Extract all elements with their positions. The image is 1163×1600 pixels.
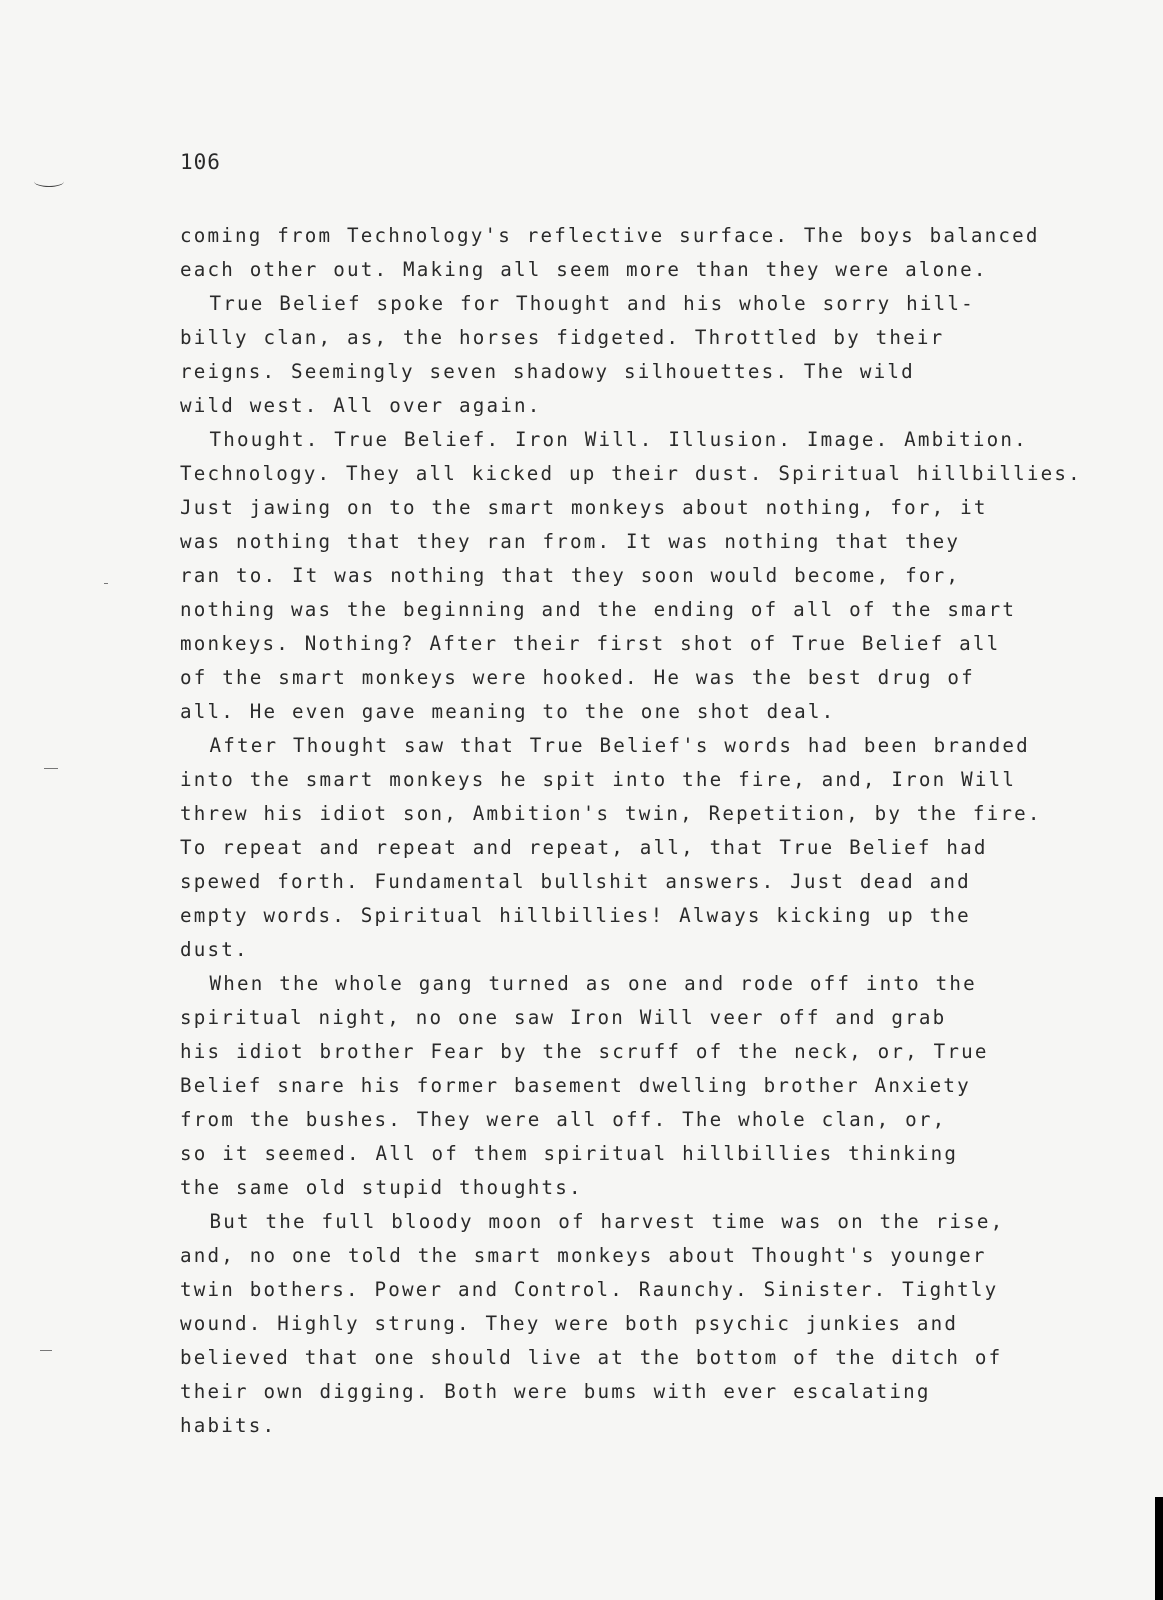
text-line: To repeat and repeat and repeat, all, that True Belief had <box>180 836 988 859</box>
text-line: nothing was the beginning and the ending of all of the smart <box>180 598 1017 621</box>
text-line: spiritual night, no one saw Iron Will veer off and grab <box>180 1006 947 1029</box>
text-line: habits. <box>180 1414 277 1437</box>
text-line: each other out. Making all seem more than they were alone. <box>180 258 988 281</box>
text-line: and, no one told the smart monkeys about Thought's younger <box>180 1244 987 1267</box>
text-line: wound. Highly strung. They were both psychic junkies and <box>180 1312 959 1335</box>
text-line: ran to. It was nothing that they soon would become, for, <box>180 564 961 587</box>
text-line: threw his idiot son, Ambition's twin, Repetition, by the fire. <box>180 802 1042 825</box>
text-line: so it seemed. All of them spiritual hillbillies thinking <box>180 1142 959 1165</box>
text-line: was nothing that they ran from. It was nothing that they <box>180 530 961 553</box>
text-line: believed that one should live at the bottom of the ditch of <box>180 1346 1003 1369</box>
text-line: the same old stupid thoughts. <box>180 1176 583 1199</box>
text-line: his idiot brother Fear by the scruff of the neck, or, True <box>180 1040 989 1063</box>
text-line: Technology. They all kicked up their dust. Spiritual hillbillies. <box>180 462 1082 485</box>
margin-speck <box>104 583 108 584</box>
text-line: spewed forth. Fundamental bullshit answers. Just dead and <box>180 870 971 893</box>
text-line: all. He even gave meaning to the one shot deal. <box>180 700 836 723</box>
margin-speck <box>44 768 58 769</box>
page-number: 106 <box>180 150 221 174</box>
text-line: coming from Technology's reflective surface. The boys balanced <box>180 224 1040 247</box>
text-line: from the bushes. They were all off. The whole clan, or, <box>180 1108 947 1131</box>
text-line: monkeys. Nothing? After their first shot of True Belief all <box>180 632 1001 655</box>
text-line: Thought. True Belief. Iron Will. Illusion. Image. Ambition. <box>180 428 1028 451</box>
text-line: After Thought saw that True Belief's words had been branded <box>180 734 1030 757</box>
text-line: When the whole gang turned as one and rode off into the <box>180 972 977 995</box>
text-line: twin bothers. Power and Control. Raunchy. Sinister. Tightly <box>180 1278 999 1301</box>
text-line: billy clan, as, the horses fidgeted. Throttled by their <box>180 326 945 349</box>
text-line: their own digging. Both were bums with ever escalating <box>180 1380 931 1403</box>
text-line: True Belief spoke for Thought and his whole sorry hill- <box>180 292 975 315</box>
text-line: Just jawing on to the smart monkeys about nothing, for, it <box>180 496 988 519</box>
text-line: into the smart monkeys he spit into the fire, and, Iron Will <box>180 768 1017 791</box>
margin-speck <box>40 1350 52 1351</box>
text-line: empty words. Spiritual hillbillies! Always kicking up the <box>180 904 971 927</box>
text-line: dust. <box>180 938 249 961</box>
margin-pen-mark <box>34 176 64 187</box>
text-line: But the full bloody moon of harvest time was on the rise, <box>180 1210 1005 1233</box>
text-line: wild west. All over again. <box>180 394 542 417</box>
text-line: reigns. Seemingly seven shadowy silhouettes. The wild <box>180 360 915 383</box>
scan-edge-bar <box>1155 1497 1163 1600</box>
text-line: Belief snare his former basement dwelling brother Anxiety <box>180 1074 971 1097</box>
body-text <box>180 219 1080 1443</box>
text-line: of the smart monkeys were hooked. He was the best drug of <box>180 666 975 689</box>
